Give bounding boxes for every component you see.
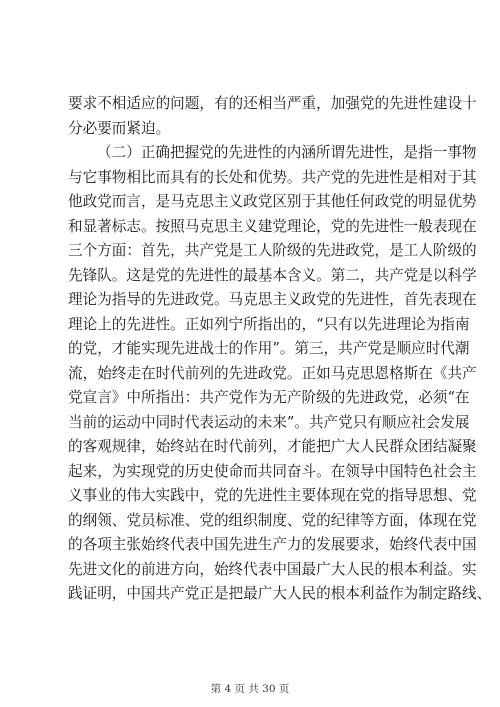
text-line: 三个方面：首先，共产党是工人阶级的先进政党，是工人阶级的: [68, 242, 477, 259]
page-number-footer: 第 4 页 共 30 页: [210, 683, 290, 695]
text-line: 与它事物相比而具有的长处和优势。共产党的先进性是相对于其: [68, 168, 477, 186]
text-line: 先锋队。这是党的先进性的最基本含义。第二，共产党是以科学: [68, 266, 477, 284]
text-line: 要求不相适应的问题，有的还相当严重，加强党的先进性建设十: [68, 95, 477, 112]
text-line: 的客观规律，始终站在时代前列，才能把广大人民群众团结凝聚: [68, 438, 477, 455]
text-line: 先进文化的前进方向，始终代表中国最广大人民的根本利益。实: [68, 560, 477, 578]
text-line: 的各项主张始终代表中国先进生产力的发展要求，始终代表中国: [68, 536, 477, 553]
text-line: 当前的运动中同时代表运动的未来”。共产党只有顺应社会发展: [68, 413, 470, 431]
text-line: 起来，为实现党的历史使命而共同奋斗。在领导中国特色社会主: [68, 462, 477, 480]
text-line: 理论为指导的先进政党。马克思主义政党的先进性，首先表现在: [68, 291, 477, 308]
text-line: 的党，才能实现先进战士的作用”。第三，共产党是顺应时代潮: [68, 340, 470, 357]
section-heading-line: （二）正确把握党的先进性的内涵所谓先进性，是指一事物: [97, 144, 477, 161]
text-line: 分必要而紧迫。: [68, 119, 171, 137]
text-line: 流，始终走在时代前列的先进政党。正如马克思恩格斯在《共产: [68, 364, 477, 382]
text-line: 理论上的先进性。正如列宁所指出的，“只有以先进理论为指南: [68, 315, 470, 333]
text-line: 他政党而言，是马克思主义政党区别于其他任何政党的明显优势: [68, 193, 477, 210]
text-line: 和显著标志。按照马克思主义建党理论，党的先进性一般表现在: [68, 217, 477, 235]
text-line: 党宣言》中所指出：共产党作为无产阶级的先进政党，必须“在: [68, 389, 470, 406]
body-text: [68, 92, 492, 607]
text-line: 义事业的伟大实践中，党的先进性主要体现在党的指导思想、党: [68, 487, 477, 504]
text-line: 践证明，中国共产党正是把最广大人民的根本利益作为制定路线、: [68, 585, 492, 602]
text-line: 的纲领、党员标准、党的组织制度、党的纪律等方面，体现在党: [68, 511, 477, 529]
